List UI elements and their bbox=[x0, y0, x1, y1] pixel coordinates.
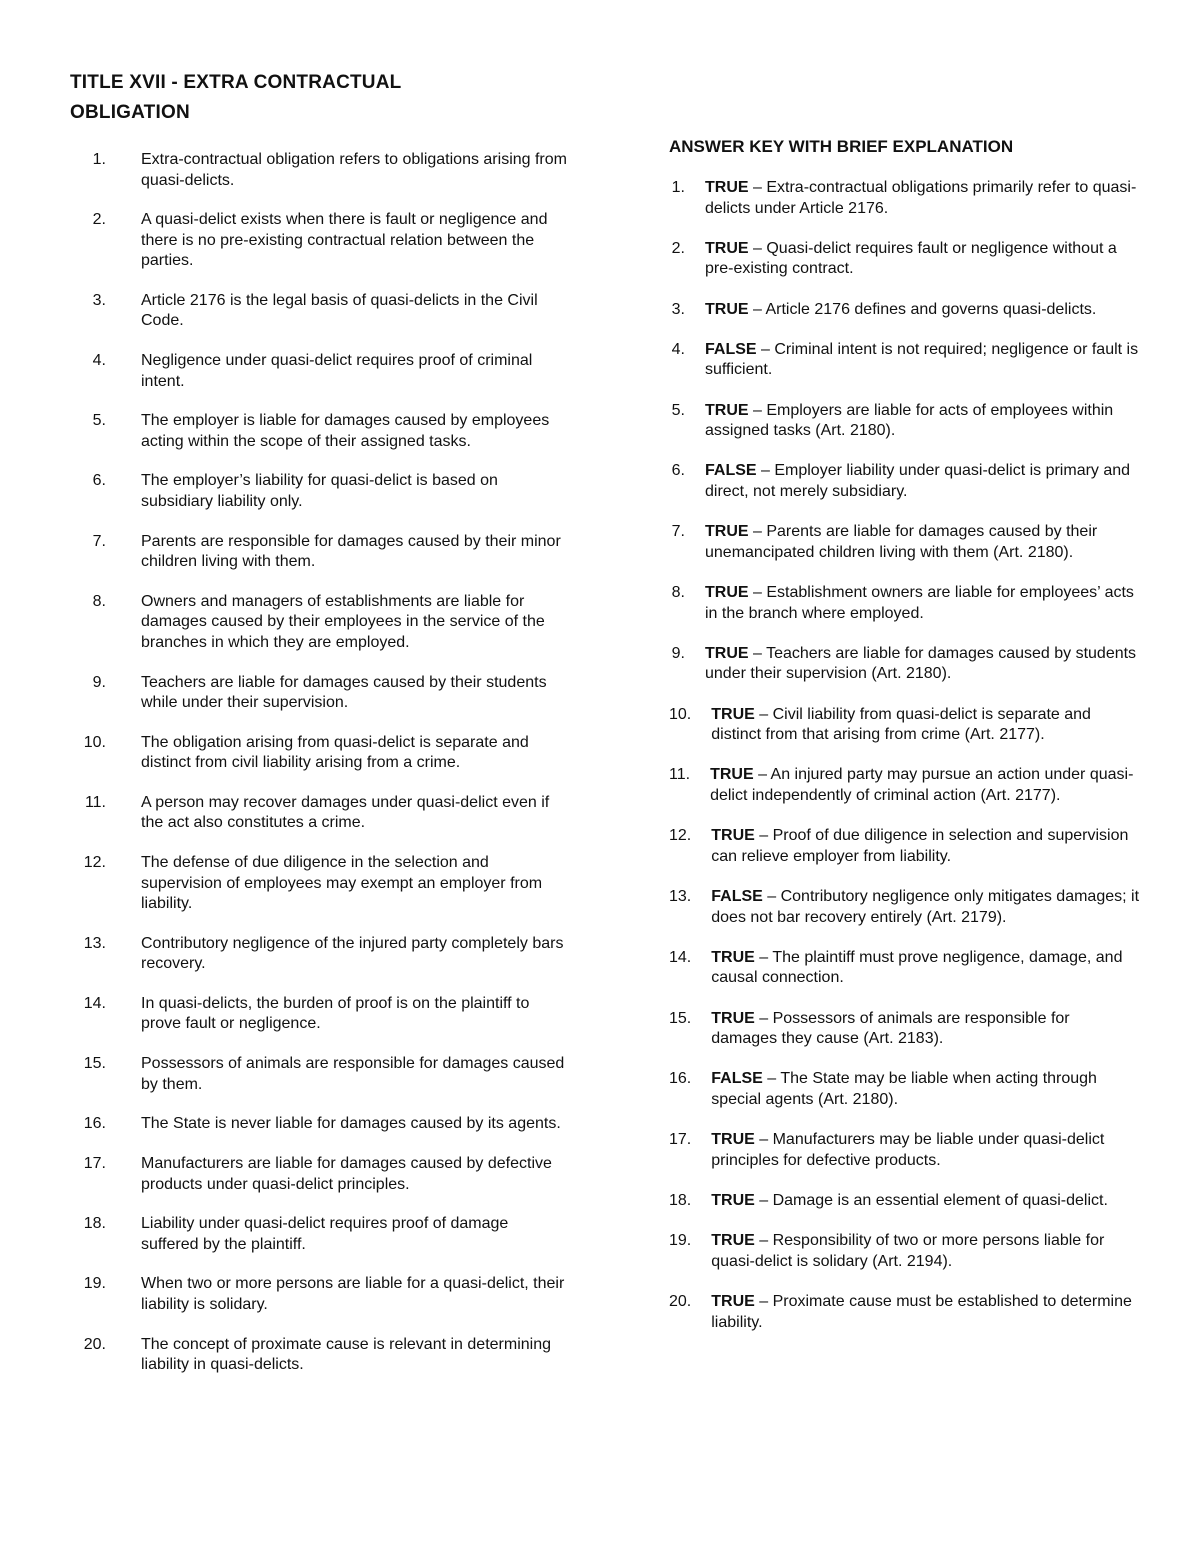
answer-explanation: – Proof of due diligence in selection and supervision can relieve employer from liability. bbox=[711, 827, 1129, 865]
questions-column bbox=[70, 68, 570, 1395]
question-number: 4. bbox=[92, 352, 106, 370]
answer-number: 3. bbox=[671, 300, 685, 318]
question-item bbox=[70, 351, 570, 392]
answer-text bbox=[705, 461, 1139, 502]
answer-text bbox=[705, 644, 1139, 685]
question-number: 1. bbox=[92, 151, 106, 168]
answer-number: 2. bbox=[671, 239, 685, 257]
question-text: In quasi-delicts, the burden of proof is on the plaintiff to prove fault or negligence. bbox=[141, 994, 530, 1033]
answer-verdict: FALSE bbox=[705, 340, 757, 358]
question-item bbox=[70, 1154, 570, 1195]
answer-item bbox=[669, 948, 1139, 989]
question-number: 15. bbox=[83, 1055, 106, 1073]
answer-item bbox=[669, 522, 1139, 563]
answer-verdict: TRUE bbox=[710, 766, 754, 784]
question-number: 9. bbox=[92, 673, 106, 691]
answer-text bbox=[711, 1069, 1139, 1110]
answer-item bbox=[669, 461, 1139, 502]
question-item bbox=[70, 210, 570, 272]
answer-text bbox=[711, 948, 1139, 989]
answer-text bbox=[705, 583, 1139, 624]
question-item bbox=[70, 1054, 570, 1095]
answer-text bbox=[711, 1009, 1139, 1050]
answer-item bbox=[669, 340, 1139, 381]
answer-verdict: TRUE bbox=[705, 584, 749, 602]
document-title bbox=[70, 68, 570, 128]
question-number: 8. bbox=[92, 592, 106, 610]
question-number: 13. bbox=[83, 934, 106, 952]
answer-number: 16. bbox=[669, 1070, 692, 1088]
answer-text bbox=[705, 401, 1139, 442]
answer-item bbox=[669, 1191, 1139, 1212]
answer-key-title: ANSWER KEY WITH BRIEF EXPLANATION bbox=[669, 137, 1014, 156]
question-number: 10. bbox=[83, 733, 106, 751]
question-text: The employer’s liability for quasi-delict is based on subsidiary liability only. bbox=[141, 472, 498, 510]
answer-explanation: – Establishment owners are liable for employees’ acts in the branch where employed. bbox=[705, 584, 1134, 622]
question-text: Teachers are liable for damages caused by their students while under their supervision. bbox=[141, 673, 547, 711]
answer-text bbox=[711, 1231, 1139, 1272]
answer-item bbox=[669, 178, 1139, 219]
answer-item bbox=[669, 1292, 1139, 1333]
question-number: 12. bbox=[83, 854, 106, 872]
answer-explanation: – Possessors of animals are responsible for damages they cause (Art. 2183). bbox=[711, 1009, 1070, 1048]
answer-key-column bbox=[669, 136, 1139, 1353]
answer-item bbox=[669, 583, 1139, 624]
question-item bbox=[70, 994, 570, 1035]
answer-verdict: TRUE bbox=[711, 1232, 755, 1250]
question-number: 7. bbox=[92, 532, 106, 550]
answer-number: 6. bbox=[671, 462, 685, 480]
answer-number: 20. bbox=[669, 1293, 692, 1311]
question-number: 20. bbox=[83, 1335, 106, 1353]
answer-explanation: – Manufacturers may be liable under quasi-delict principles for defective products. bbox=[711, 1131, 1105, 1169]
question-number: 11. bbox=[84, 793, 106, 811]
question-number: 6. bbox=[92, 472, 106, 490]
question-text: Liability under quasi-delict requires proof of damage suffered by the plaintiff. bbox=[141, 1215, 509, 1253]
answer-text bbox=[711, 887, 1139, 928]
question-text: Possessors of animals are responsible for damages caused by them. bbox=[141, 1055, 565, 1093]
answer-explanation: – Teachers are liable for damages caused by students under their supervision (Art. 2180). bbox=[705, 644, 1137, 683]
question-text: Manufacturers are liable for damages caused by defective products under quasi-delict principles. bbox=[141, 1155, 552, 1193]
answer-text bbox=[705, 239, 1139, 280]
question-text: A person may recover damages under quasi-delict even if the act also constitutes a crime. bbox=[141, 793, 550, 832]
answer-number: 17. bbox=[669, 1131, 692, 1149]
question-item bbox=[70, 1335, 570, 1376]
answer-verdict: TRUE bbox=[705, 239, 749, 257]
answer-number: 7. bbox=[671, 523, 685, 541]
answer-number: 14. bbox=[669, 948, 692, 966]
answer-verdict: TRUE bbox=[711, 827, 755, 845]
question-text: A quasi-delict exists when there is fault or negligence and there is no pre-existing contractual relation between the parties. bbox=[141, 211, 548, 270]
question-item bbox=[70, 793, 570, 834]
answer-verdict: TRUE bbox=[711, 1009, 755, 1027]
answer-text bbox=[711, 1130, 1139, 1171]
answer-number: 11. bbox=[669, 766, 691, 784]
document-title-line-2: OBLIGATION bbox=[70, 102, 190, 123]
question-text: When two or more persons are liable for a quasi-delict, their liability is solidary. bbox=[141, 1275, 565, 1313]
answer-number: 10. bbox=[669, 705, 692, 723]
answer-verdict: TRUE bbox=[705, 523, 749, 541]
answer-number: 18. bbox=[669, 1192, 692, 1210]
question-item bbox=[70, 471, 570, 512]
answer-explanation: – Civil liability from quasi-delict is separate and distinct from that arising from crime (Art. 2177). bbox=[711, 705, 1091, 744]
answer-explanation: – Extra-contractual obligations primarily refer to quasi-delicts under Article 2176. bbox=[705, 179, 1137, 217]
answer-verdict: FALSE bbox=[711, 1070, 763, 1088]
answer-item bbox=[669, 1069, 1139, 1110]
answer-item bbox=[669, 826, 1139, 867]
answer-verdict: TRUE bbox=[711, 1192, 755, 1210]
answer-number: 8. bbox=[671, 584, 685, 602]
answer-verdict: FALSE bbox=[711, 888, 763, 906]
answer-number: 13. bbox=[669, 888, 692, 906]
answer-number: 19. bbox=[669, 1232, 692, 1250]
question-text: Parents are responsible for damages caused by their minor children living with them. bbox=[141, 532, 561, 571]
answer-verdict: TRUE bbox=[711, 948, 755, 966]
answer-number: 1. bbox=[671, 179, 685, 196]
question-item bbox=[70, 733, 570, 774]
answer-item bbox=[669, 644, 1139, 685]
answer-number: 12. bbox=[669, 827, 692, 845]
question-item bbox=[70, 1274, 570, 1315]
answer-explanation: – Responsibility of two or more persons liable for quasi-delict is solidary (Art. 2194). bbox=[711, 1232, 1105, 1270]
answer-text bbox=[711, 826, 1139, 867]
answer-explanation: – Damage is an essential element of quasi-delict. bbox=[754, 1192, 1108, 1210]
question-text: Contributory negligence of the injured party completely bars recovery. bbox=[141, 934, 564, 973]
answer-item bbox=[669, 1130, 1139, 1171]
question-number: 14. bbox=[83, 994, 106, 1012]
answer-explanation: – Employer liability under quasi-delict is primary and direct, not merely subsidiary. bbox=[705, 462, 1131, 500]
answer-item bbox=[669, 239, 1139, 280]
answer-verdict: TRUE bbox=[705, 644, 749, 662]
question-item bbox=[70, 1214, 570, 1255]
question-item bbox=[70, 1114, 570, 1135]
question-text: Article 2176 is the legal basis of quasi-delicts in the Civil Code. bbox=[141, 291, 538, 330]
answer-text bbox=[705, 340, 1139, 381]
question-item bbox=[70, 411, 570, 452]
answer-list bbox=[669, 178, 1139, 1333]
question-number: 18. bbox=[83, 1215, 106, 1233]
question-number: 16. bbox=[83, 1115, 106, 1133]
answer-number: 4. bbox=[671, 340, 685, 358]
answer-explanation: – Contributory negligence only mitigates damages; it does not bar recovery entirely (Art. 2179). bbox=[711, 888, 1140, 926]
question-item bbox=[70, 150, 570, 191]
answer-explanation: – Proximate cause must be established to determine liability. bbox=[711, 1293, 1132, 1331]
answer-text bbox=[705, 300, 1139, 321]
answer-item bbox=[669, 887, 1139, 928]
document-title-line-1: TITLE XVII - EXTRA CONTRACTUAL bbox=[70, 72, 402, 93]
question-number: 19. bbox=[83, 1275, 106, 1293]
answer-text bbox=[705, 522, 1139, 563]
question-text: The concept of proximate cause is relevant in determining liability in quasi-delicts. bbox=[141, 1335, 551, 1374]
question-text: The employer is liable for damages caused by employees acting within the scope of their assigned tasks. bbox=[141, 412, 550, 450]
question-text: The defense of due diligence in the selection and supervision of employees may exempt an employer from liability. bbox=[141, 854, 543, 913]
question-item bbox=[70, 532, 570, 573]
answer-text bbox=[705, 178, 1139, 219]
question-item bbox=[70, 934, 570, 975]
question-item bbox=[70, 853, 570, 915]
answer-explanation: – Parents are liable for damages caused by their unemancipated children living with them (Art. 2180). bbox=[705, 523, 1098, 561]
question-text: The obligation arising from quasi-delict is separate and distinct from civil liability arising from a crime. bbox=[141, 733, 529, 772]
question-text: Negligence under quasi-delict requires proof of criminal intent. bbox=[141, 352, 533, 390]
question-text: Owners and managers of establishments are liable for damages caused by their employees in the service of the branches in which they are employed. bbox=[141, 592, 545, 651]
answer-number: 5. bbox=[671, 401, 685, 419]
answer-item bbox=[669, 300, 1139, 321]
question-number: 17. bbox=[83, 1155, 106, 1172]
question-item bbox=[70, 291, 570, 332]
answer-text bbox=[711, 1191, 1139, 1212]
answer-verdict: TRUE bbox=[705, 179, 749, 196]
answer-verdict: FALSE bbox=[705, 462, 757, 480]
question-item bbox=[70, 592, 570, 654]
question-number: 5. bbox=[92, 412, 106, 430]
answer-item bbox=[669, 401, 1139, 442]
answer-number: 9. bbox=[671, 644, 685, 662]
answer-item bbox=[669, 705, 1139, 746]
answer-text bbox=[711, 1292, 1139, 1333]
answer-verdict: TRUE bbox=[705, 300, 749, 318]
question-text: The State is never liable for damages caused by its agents. bbox=[141, 1115, 561, 1133]
answer-number: 15. bbox=[669, 1009, 692, 1027]
answer-explanation: – The plaintiff must prove negligence, damage, and causal connection. bbox=[711, 948, 1123, 987]
answer-explanation: – Employers are liable for acts of employees within assigned tasks (Art. 2180). bbox=[705, 401, 1114, 440]
question-number: 3. bbox=[92, 291, 106, 309]
answer-verdict: TRUE bbox=[711, 1293, 755, 1311]
answer-item bbox=[669, 765, 1139, 806]
question-list bbox=[70, 150, 570, 1376]
answer-verdict: TRUE bbox=[711, 705, 755, 723]
question-number: 2. bbox=[92, 211, 106, 229]
answer-verdict: TRUE bbox=[705, 401, 749, 419]
answer-text bbox=[710, 765, 1139, 806]
answer-explanation: – Criminal intent is not required; negligence or fault is sufficient. bbox=[705, 340, 1139, 379]
answer-explanation: – An injured party may pursue an action under quasi-delict independently of criminal action (Art. 2177). bbox=[710, 766, 1134, 804]
answer-explanation: – Quasi-delict requires fault or negligence without a pre-existing contract. bbox=[705, 239, 1117, 278]
answer-explanation: – The State may be liable when acting through special agents (Art. 2180). bbox=[711, 1070, 1097, 1108]
question-item bbox=[70, 673, 570, 714]
answer-item bbox=[669, 1009, 1139, 1050]
answer-item bbox=[669, 1231, 1139, 1272]
answer-explanation: – Article 2176 defines and governs quasi-delicts. bbox=[748, 300, 1097, 318]
question-text: Extra-contractual obligation refers to obligations arising from quasi-delicts. bbox=[141, 151, 567, 189]
answer-verdict: TRUE bbox=[711, 1131, 755, 1149]
answer-text bbox=[711, 705, 1139, 746]
